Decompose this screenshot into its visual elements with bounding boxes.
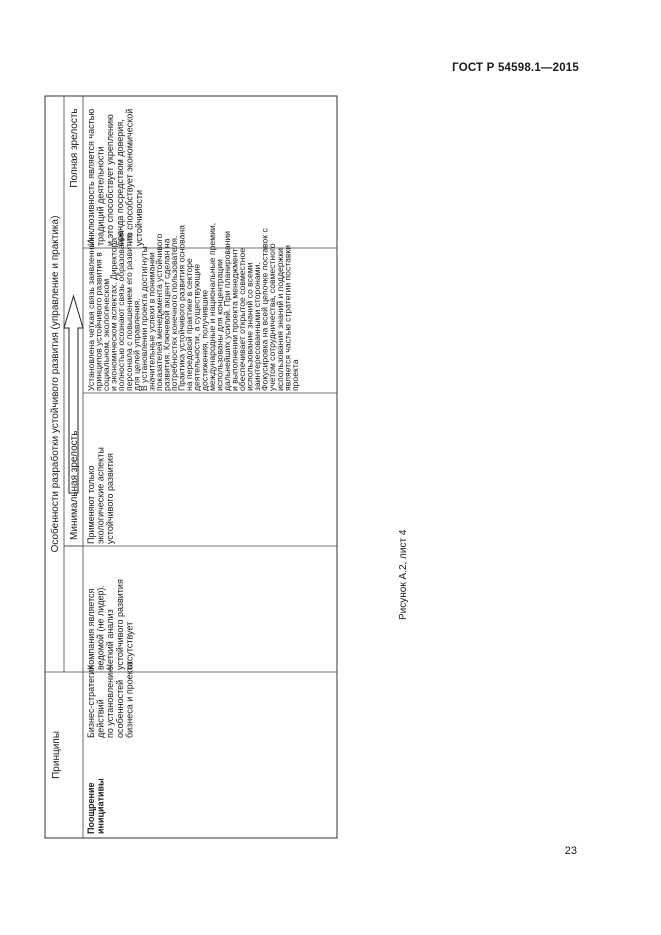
level3-line: В установлении проекта достигнуты — [138, 246, 149, 391]
col-features-header: Особенности разработки устойчивого развития (управление и практика) — [50, 215, 61, 553]
level4-line: устойчивости — [134, 189, 144, 246]
level3-line: для целей управления. — [131, 298, 142, 391]
level3-line: обеспечивает открытое совместное — [237, 247, 247, 391]
level2-line: экологические аспекты — [95, 447, 106, 544]
row-description-line: Бизнес-стратегия — [86, 664, 96, 738]
level3-line: показателей менеджмента устойчивого — [153, 233, 164, 391]
row-level1-text — [86, 579, 134, 670]
level3-line: достижения, получившие — [199, 289, 210, 391]
level4-line: и это способствует укреплению — [105, 114, 116, 246]
row-level4-text — [86, 109, 144, 246]
level3-line: значительные успехи в понимании — [146, 252, 157, 391]
level3-line: и экономическом аспектах. Директора — [108, 237, 119, 391]
level1-line: устойчивого развития — [114, 579, 125, 670]
level1-line: Четкий анализ — [105, 609, 116, 670]
level1-line: ведомой (не лидер). — [95, 585, 106, 670]
page-number: 23 — [564, 845, 577, 857]
min-maturity-label: Минимальная зрелость — [69, 430, 80, 540]
level3-line: и выполнении проекта менеджмент — [229, 248, 240, 391]
table-frame — [45, 96, 337, 838]
level1-line: Компания является — [86, 588, 96, 670]
row-description-line: бизнеса и проекта — [124, 661, 135, 738]
level3-line: развития. Ключевой акцент сделан на — [161, 238, 172, 391]
level3-line: персонала с повышением его развития — [123, 233, 134, 391]
level3-line: Фокусировка на всей цепочке поставок с — [259, 228, 270, 391]
level3-line: социальном, экологическом — [101, 278, 112, 391]
row-description-line: особенностей — [114, 679, 125, 738]
level1-line: отсутствует — [124, 621, 135, 670]
row-title-line: инициативы — [95, 778, 106, 834]
level3-line: использованы для концентрации — [214, 259, 225, 391]
full-maturity-label: Полная зрелость — [69, 108, 80, 188]
level2-line: Применяют только — [86, 465, 96, 544]
row-description — [86, 661, 134, 738]
level3-line: является частью стратегии поставки — [282, 245, 293, 391]
level3-line: Практика устойчивого развития основана — [176, 225, 187, 391]
level3-line: деятельности, а существующие — [191, 263, 202, 391]
row-title — [86, 778, 106, 834]
row-level2-text — [86, 447, 115, 544]
col-principles-header: Принципы — [51, 731, 62, 779]
standard-code: ГОСТ Р 54598.1—2015 — [452, 62, 579, 74]
figure-caption-wrap — [398, 440, 412, 620]
level4-line: Инклюзивность является частью — [86, 108, 96, 246]
level4-line: традиций деятельности — [95, 146, 106, 246]
level3-line: полностью осознают связь образования — [116, 230, 127, 391]
level3-line: на передовой практике в секторе — [184, 258, 195, 391]
level3-line: международные и национальные премии, — [206, 222, 217, 391]
row-description-line: действий — [95, 699, 106, 738]
level3-line: дальнейших усилий. При планировании — [221, 231, 232, 391]
level3-line: заинтересованными сторонами. — [252, 262, 263, 391]
level3-line: использование знаний со всеми — [244, 262, 255, 391]
figure-caption: Рисунок А.2, лист 4 — [398, 529, 409, 620]
level3-line: учетом сотрудничества, совместного — [267, 243, 278, 391]
level4-line: бренда посредством доверия, — [114, 119, 125, 246]
level3-line: принципов устойчивого развития в — [93, 252, 104, 391]
level3-line: Установлена четкая связь заявленных — [86, 237, 96, 391]
level3-line: использования знаний и поддержки — [274, 248, 285, 391]
level3-line: потребностях конечного пользователя. — [169, 235, 180, 391]
level2-line: устойчивого развития — [105, 453, 116, 544]
level4-line: что способствует экономической — [124, 108, 135, 246]
row-description-line: по установлению — [105, 666, 116, 738]
level3-line: проекта — [289, 359, 300, 391]
row-title-line: Поощрение — [86, 782, 96, 834]
